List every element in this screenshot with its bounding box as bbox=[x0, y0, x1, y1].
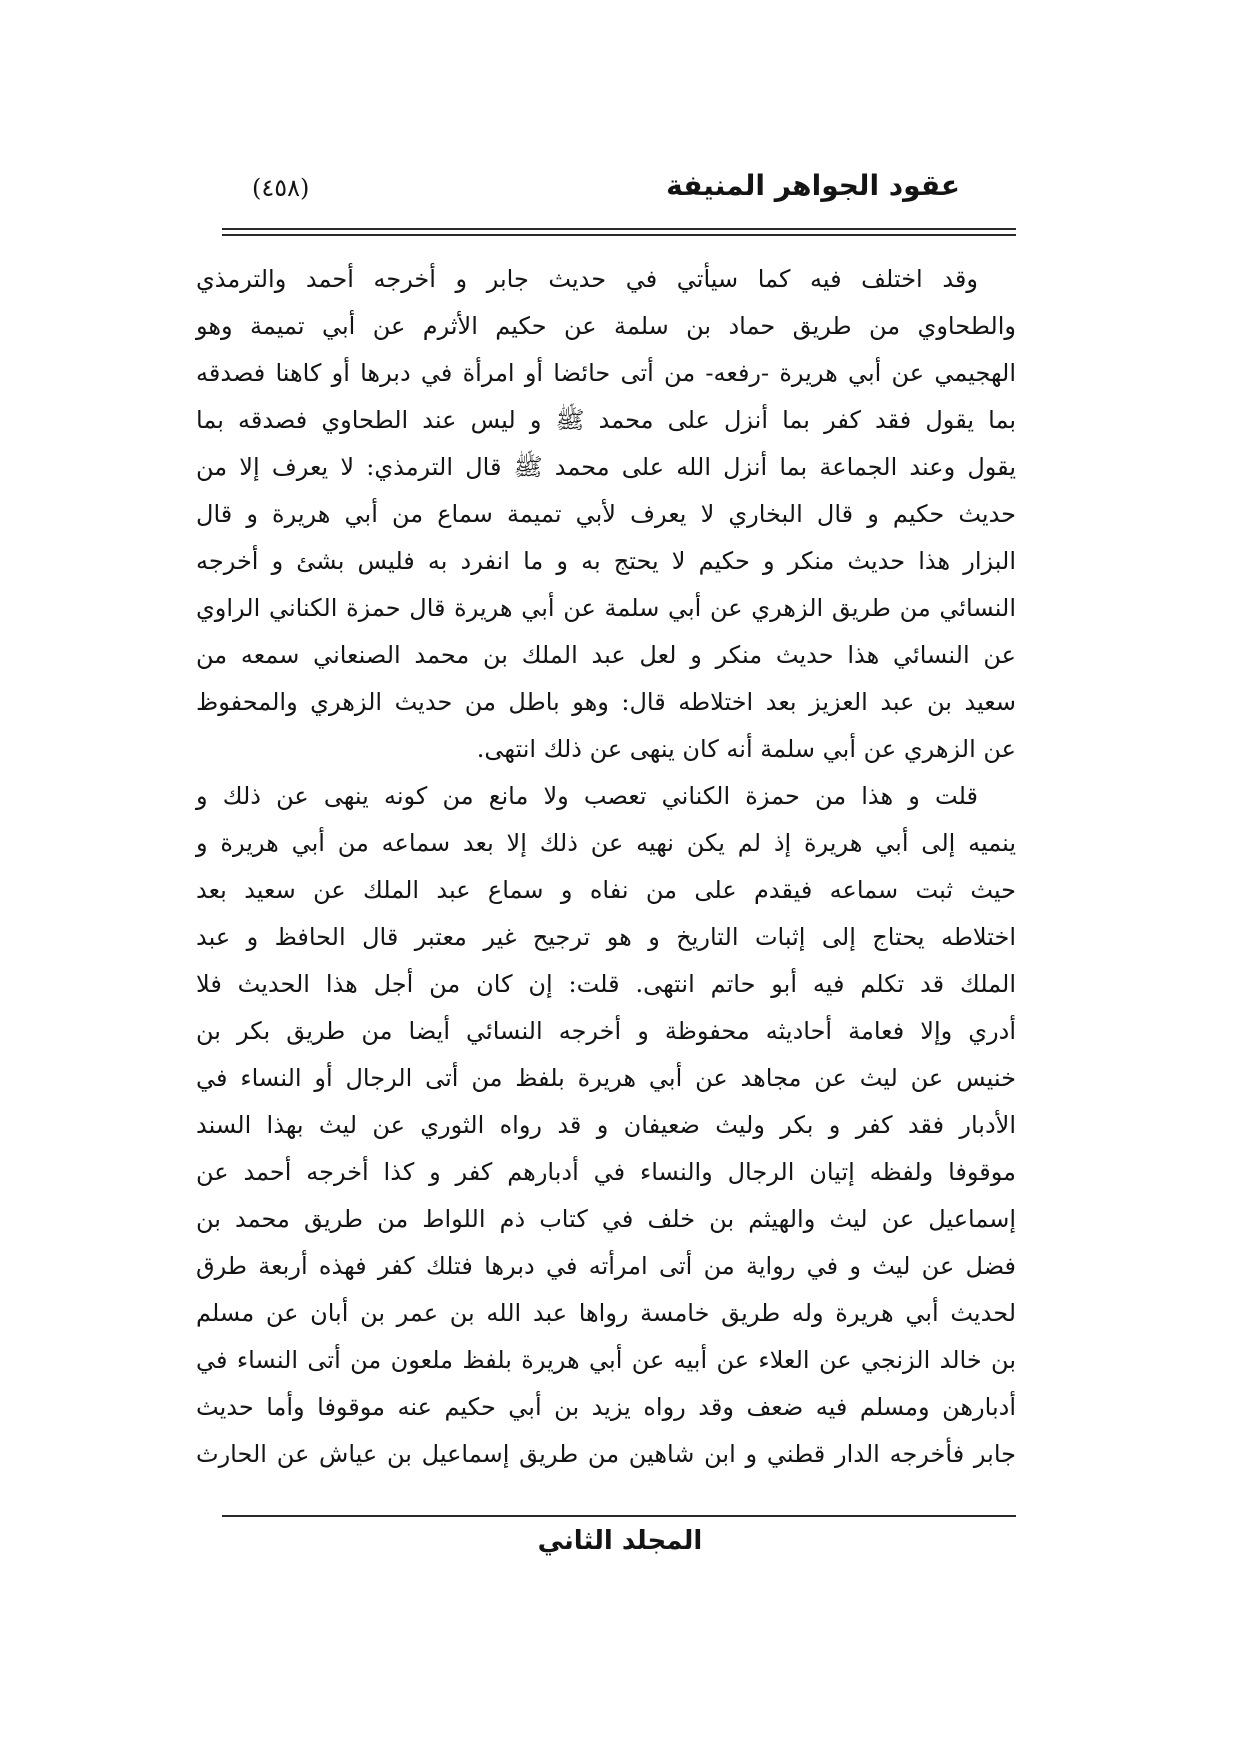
body-line: جابر فأخرجه الدار قطني و ابن شاهين من طريق إسماعيل بن عياش عن الحارث bbox=[196, 1440, 1016, 1468]
page-header bbox=[196, 156, 1016, 202]
header-divider bbox=[222, 228, 1016, 236]
body-line: بن خالد الزنجي عن العلاء عن أبيه عن أبي هريرة بلفظ ملعون من أتى النساء في bbox=[196, 1346, 1016, 1374]
body-line: أدبارهن ومسلم فيه ضعف وقد رواه يزيد بن أبي حكيم عنه موقوفا وأما حديث bbox=[196, 1393, 1016, 1421]
body-line: وقد اختلف فيه كما سيأتي في حديث جابر و أخرجه أحمد والترمذي bbox=[196, 265, 978, 293]
body-line: حيث ثبت سماعه فيقدم على من نفاه و سماع عبد الملك عن سعيد بعد bbox=[196, 876, 1016, 904]
body-line: سعيد بن عبد العزيز بعد اختلاطه قال: وهو باطل من حديث الزهري والمحفوظ bbox=[196, 688, 1016, 716]
body-line: خنيس عن ليث عن مجاهد عن أبي هريرة بلفظ من أتى الرجال أو النساء في bbox=[196, 1064, 1016, 1092]
body-line: النسائي من طريق الزهري عن أبي سلمة عن أبي هريرة قال حمزة الكناني الراوي bbox=[196, 594, 1017, 622]
body-line: عن الزهري عن أبي سلمة أنه كان ينهى عن ذلك انتهى. bbox=[476, 735, 1016, 763]
body-line: البزار هذا حديث منكر و حكيم لا يحتج به و ما انفرد به فليس بشئ و أخرجه bbox=[196, 547, 1016, 575]
body-line: بما يقول فقد كفر بما أنزل على محمد ﷺ و ليس عند الطحاوي فصدقه بما bbox=[196, 406, 1016, 434]
book-title: عقود الجواهر المنيفة bbox=[666, 169, 960, 202]
body-line: الهجيمي عن أبي هريرة -رفعه- من أتى حائضا أو امرأة في دبرها أو كاهنا فصدقه bbox=[196, 359, 1016, 387]
body-line: موقوفا ولفظه إتيان الرجال والنساء في أدبارهم كفر و كذا أخرجه أحمد عن bbox=[196, 1158, 1016, 1186]
body-line: فضل عن ليث و في رواية من أتى امرأته في دبرها فتلك كفر فهذه أربعة طرق bbox=[196, 1252, 1016, 1280]
page-number: (٤٥٨) bbox=[252, 174, 310, 202]
body-line: إسماعيل عن ليث والهيثم بن خلف في كتاب ذم اللواط من طريق محمد بن bbox=[196, 1205, 1016, 1233]
body-line: الملك قد تكلم فيه أبو حاتم انتهى. قلت: إن كان من أجل هذا الحديث فلا bbox=[196, 970, 1016, 998]
footer-divider bbox=[222, 1515, 1016, 1517]
volume-label: المجلد الثاني bbox=[537, 1526, 703, 1556]
body-line: لحديث أبي هريرة وله طريق خامسة رواها عبد الله بن عمر بن أبان عن مسلم bbox=[196, 1299, 1016, 1327]
body-line: اختلاطه يحتاج إلى إثبات التاريخ و هو ترجيح غير معتبر قال الحافظ و عبد bbox=[196, 923, 1016, 951]
body-line: حديث حكيم و قال البخاري لا يعرف لأبي تميمة سماع من أبي هريرة و قال bbox=[196, 500, 1017, 528]
body-line: يقول وعند الجماعة بما أنزل الله على محمد ﷺ قال الترمذي: لا يعرف إلا من bbox=[196, 453, 1016, 481]
body-text bbox=[196, 256, 1016, 1478]
body-line: قلت و هذا من حمزة الكناني تعصب ولا مانع من كونه ينهى عن ذلك و bbox=[196, 782, 978, 810]
body-line: الأدبار فقد كفر و بكر وليث ضعيفان و قد رواه الثوري عن ليث بهذا السند bbox=[196, 1111, 1016, 1139]
body-line: والطحاوي من طريق حماد بن سلمة عن حكيم الأثرم عن أبي تميمة وهو bbox=[196, 312, 1016, 340]
body-line: عن النسائي هذا حديث منكر و لعل عبد الملك بن محمد الصنعاني سمعه من bbox=[196, 641, 1016, 669]
body-line: ينميه إلى أبي هريرة إذ لم يكن نهيه عن ذلك إلا بعد سماعه من أبي هريرة و bbox=[196, 829, 1016, 857]
body-line: أدري وإلا فعامة أحاديثه محفوظة و أخرجه النسائي أيضا من طريق بكر بن bbox=[196, 1017, 1016, 1045]
